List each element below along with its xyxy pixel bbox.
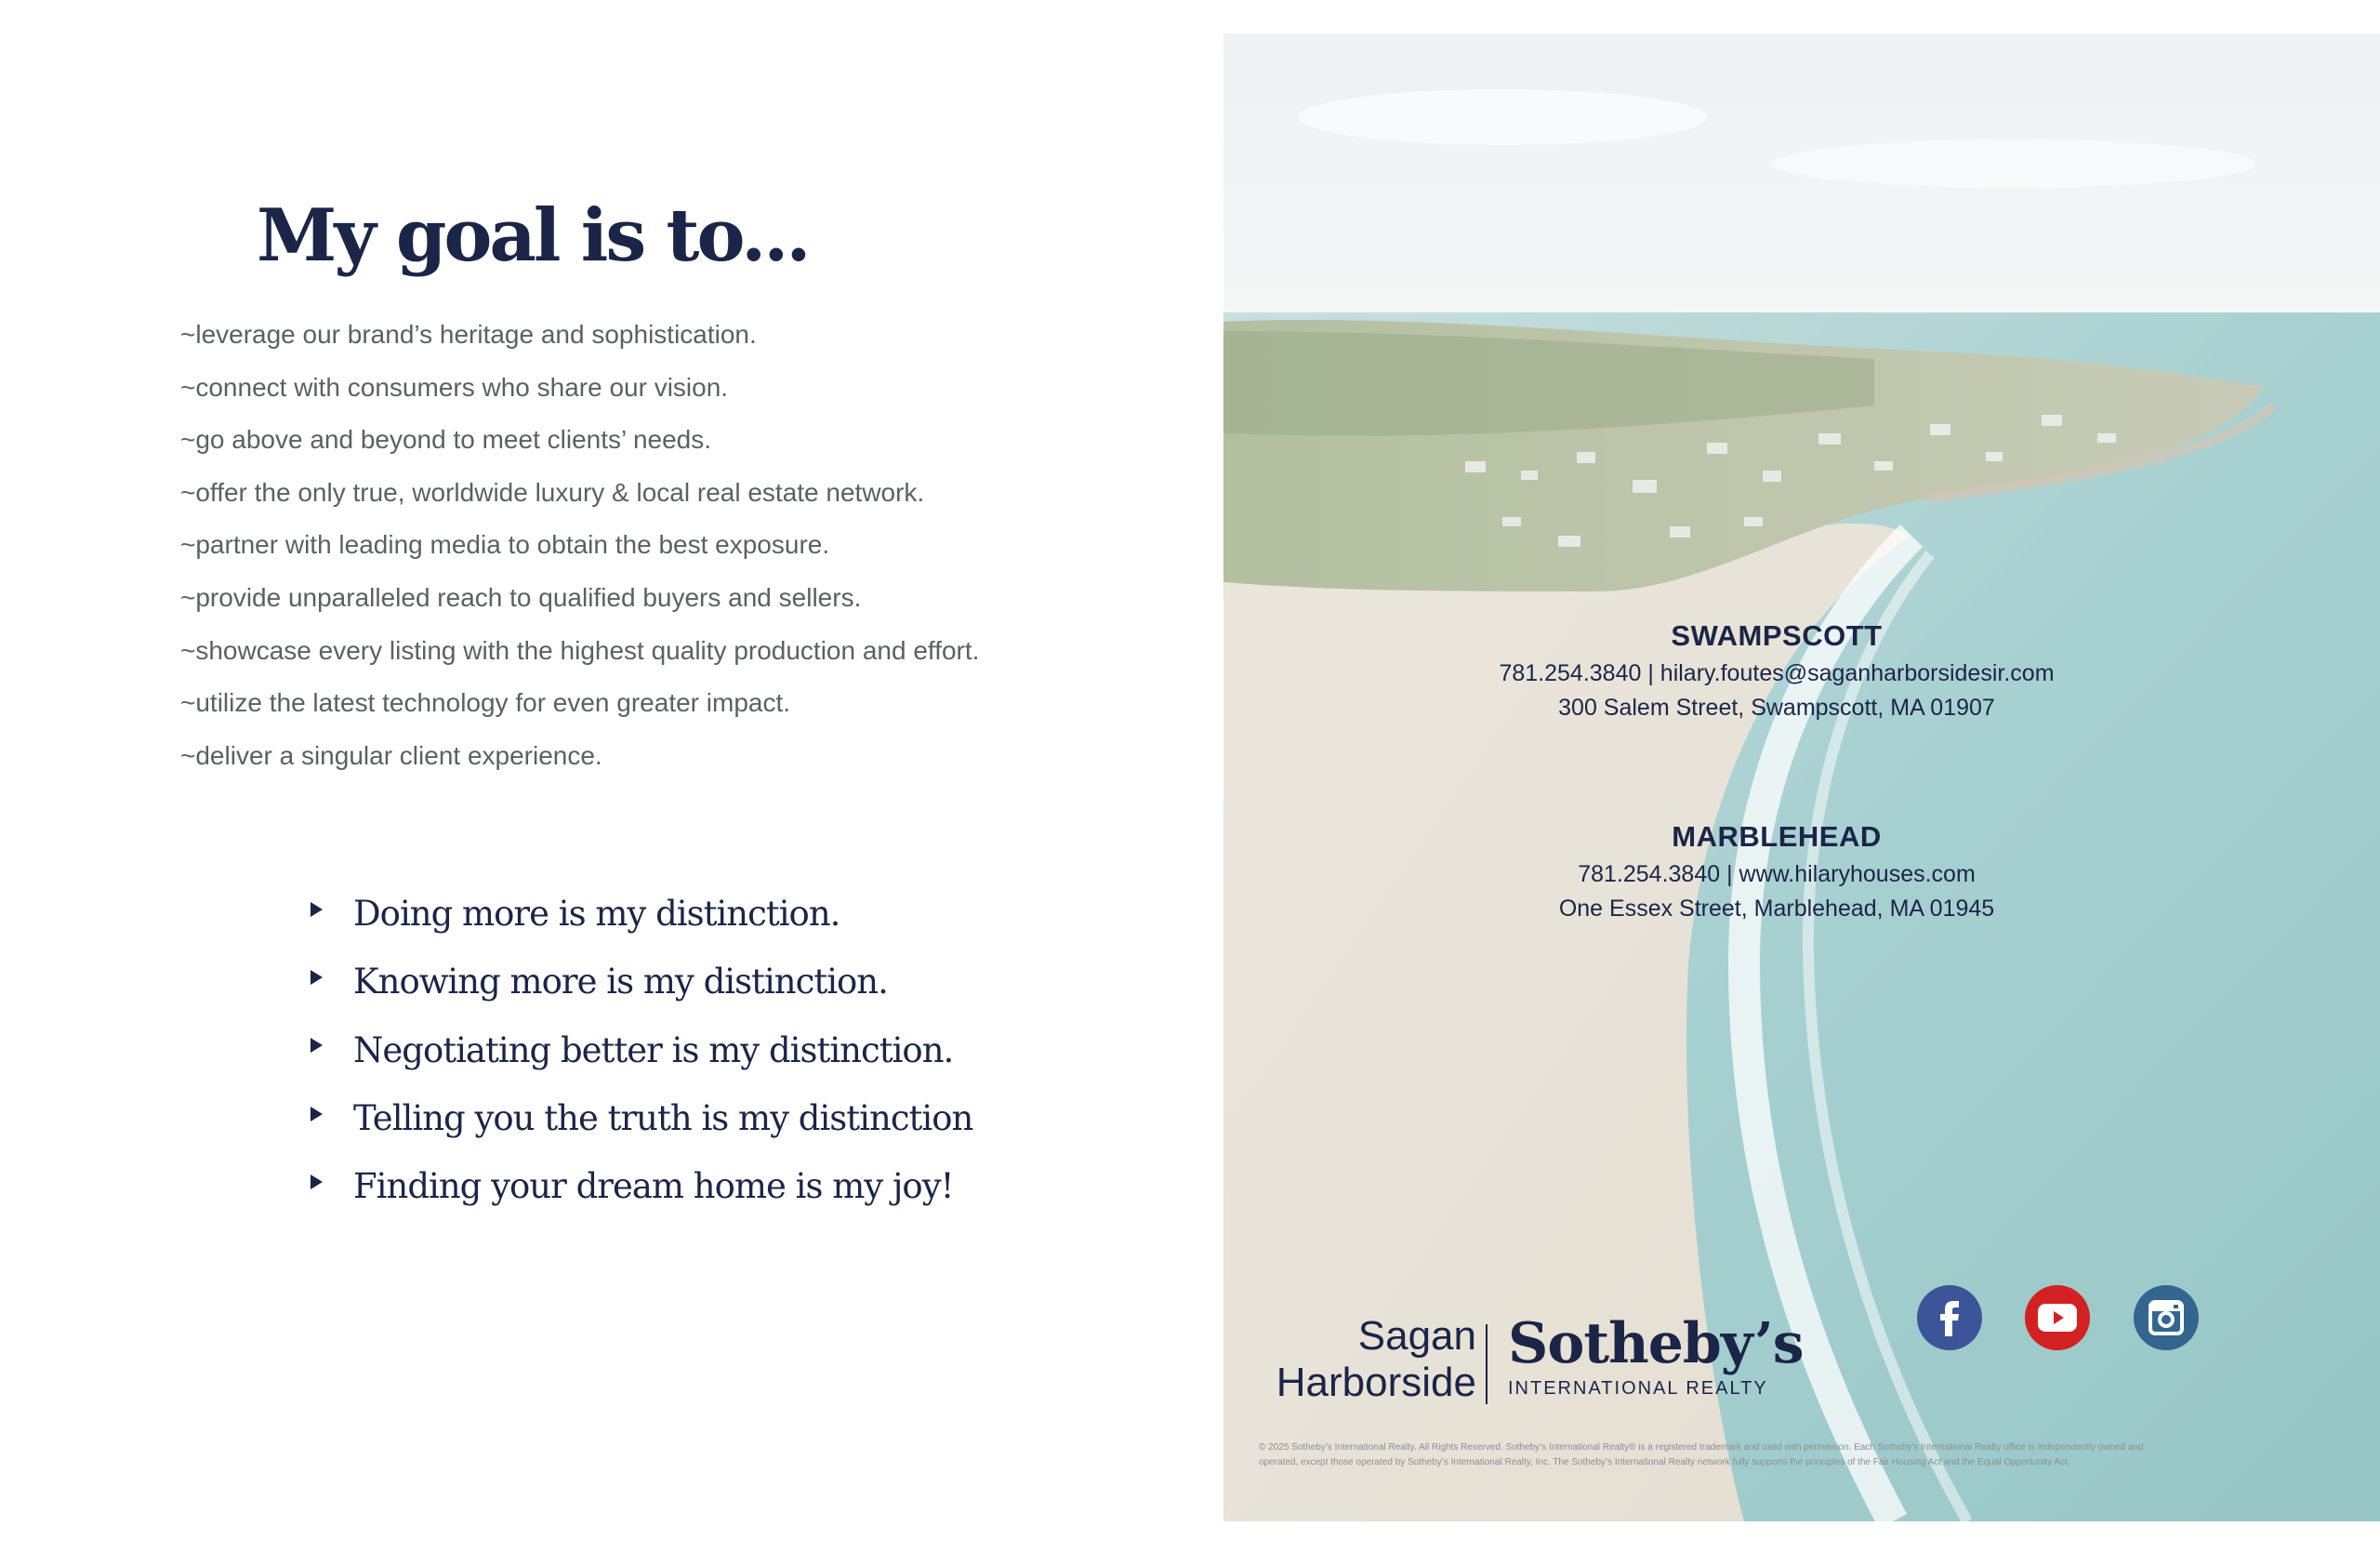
goal-title: My goal is to... xyxy=(257,193,809,278)
brand-left-line: Harborside xyxy=(1276,1360,1476,1405)
office-swampscott xyxy=(1223,619,2330,722)
brand-main: Sotheby’s xyxy=(1508,1311,1804,1376)
goal-item: ~go above and beyond to meet clients’ needs. xyxy=(180,425,712,455)
office-address: 300 Salem Street, Swampscott, MA 01907 xyxy=(1558,695,1995,721)
brand-left-line: Sagan xyxy=(1357,1313,1476,1359)
goal-item: ~leverage our brand’s heritage and sophistication. xyxy=(180,320,757,349)
instagram-icon[interactable] xyxy=(2134,1285,2199,1350)
triangle-right-icon xyxy=(311,1038,323,1053)
brand-sub: INTERNATIONAL REALTY xyxy=(1508,1378,1768,1399)
facebook-icon[interactable] xyxy=(1917,1285,1982,1350)
legal-line: operated, except those operated by Sotheby’s International Realty, Inc. The Sotheby’s International Realty network fully supports the principles of the Fair Housing Act and the Equal Opportunity Act. xyxy=(1259,1457,2070,1467)
brand-divider xyxy=(1486,1324,1488,1404)
distinction-text: Finding your dream home is my joy! xyxy=(353,1166,954,1207)
goals-list xyxy=(180,314,979,788)
goal-item: ~partner with leading media to obtain the best exposure. xyxy=(180,530,830,560)
goal-item: ~connect with consumers who share our vision. xyxy=(180,372,729,402)
office-address: One Essex Street, Marblehead, MA 01945 xyxy=(1558,896,1995,922)
distinction-text: Knowing more is my distinction. xyxy=(353,962,888,1002)
goal-item: ~offer the only true, worldwide luxury & local real estate network. xyxy=(180,477,925,507)
goal-item: ~utilize the latest technology for even greater impact. xyxy=(180,688,791,718)
distinction-item xyxy=(311,1016,972,1084)
triangle-right-icon xyxy=(311,970,323,985)
legal-disclaimer xyxy=(1259,1440,2328,1470)
brand-logo xyxy=(1253,1311,1804,1406)
distinction-text: Telling you the truth is my distinction xyxy=(353,1098,973,1139)
youtube-icon[interactable] xyxy=(2025,1285,2090,1350)
brand-sothebys xyxy=(1508,1313,1804,1400)
distinction-item xyxy=(311,948,972,1015)
goal-item: ~provide unparalleled reach to qualified buyers and sellers. xyxy=(180,582,862,612)
office-contact: 781.254.3840 | www.hilaryhouses.com xyxy=(1578,861,1976,887)
triangle-right-icon xyxy=(311,1107,323,1122)
distinction-text: Negotiating better is my distinction. xyxy=(353,1029,954,1070)
office-name: MARBLEHEAD xyxy=(1672,820,1882,853)
office-marblehead xyxy=(1223,820,2330,923)
right-page xyxy=(1223,33,2380,1521)
photo-overlay xyxy=(1223,33,2380,1521)
distinction-item xyxy=(311,1152,972,1220)
distinction-item xyxy=(311,880,972,948)
distinction-text: Doing more is my distinction. xyxy=(353,894,840,935)
legal-line: © 2025 Sotheby’s International Realty. All Rights Reserved. Sotheby’s International Realty® is a registered trademark and used with permission. Each Sotheby’s International Realty office is independently owned and xyxy=(1259,1442,2144,1453)
office-contact: 781.254.3840 | hilary.foutes@saganharborsidesir.com xyxy=(1499,660,2055,686)
distinction-item xyxy=(311,1084,972,1152)
triangle-right-icon xyxy=(311,1175,323,1189)
goal-item: ~deliver a singular client experience. xyxy=(180,740,602,770)
triangle-right-icon xyxy=(311,902,323,917)
office-name: SWAMPSCOTT xyxy=(1671,619,1883,652)
distinctions-list xyxy=(311,880,972,1220)
brand-sagan-harborside xyxy=(1276,1313,1476,1406)
goal-item: ~showcase every listing with the highest quality production and effort. xyxy=(180,635,980,665)
